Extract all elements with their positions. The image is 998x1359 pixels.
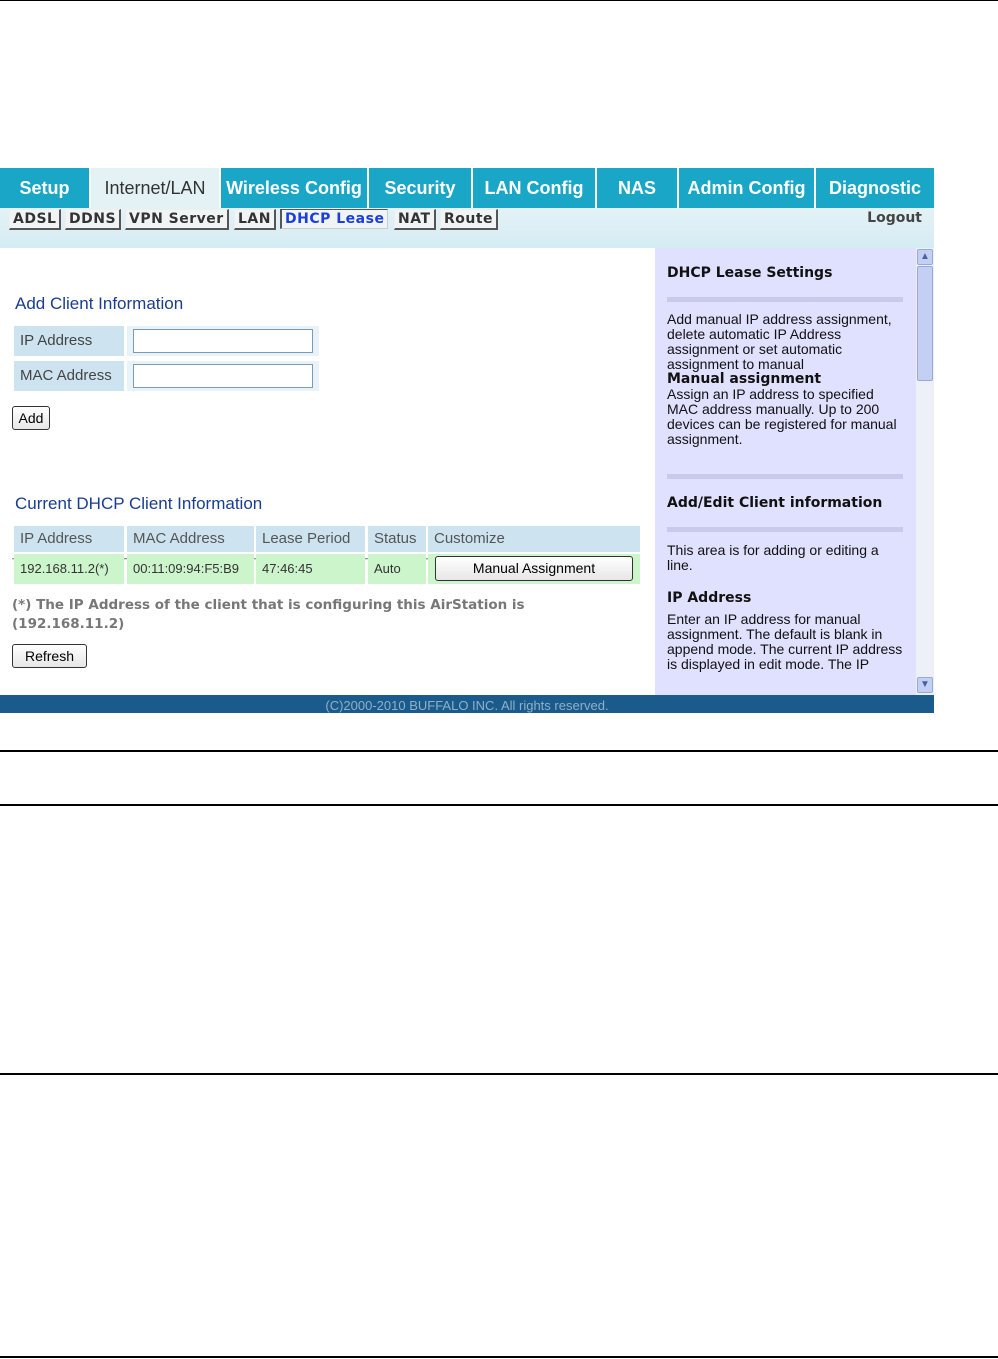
subtab-route[interactable]: Route (440, 209, 498, 230)
help-panel (655, 248, 916, 695)
help-ip-text: Enter an IP address for manual assignment. The default is blank in append mode. The current IP address is displayed in edit mode. The IP (667, 611, 903, 672)
scroll-up-icon[interactable]: ▲ (917, 249, 933, 265)
manual-assignment-button[interactable]: Manual Assignment (435, 556, 633, 581)
add-client-title: Add Client Information (15, 294, 184, 313)
main-nav (0, 168, 934, 208)
col-ip-address: IP Address (14, 526, 124, 552)
current-clients-title: Current DHCP Client Information (15, 494, 263, 513)
cell-mac: 00:11:09:94:F5:B9 (127, 554, 254, 584)
tab-setup[interactable]: Setup (0, 168, 91, 208)
configuring-client-note (12, 596, 572, 634)
sub-nav (0, 208, 934, 248)
subtab-adsl[interactable]: ADSL (9, 209, 61, 230)
page-rule (0, 750, 998, 752)
help-manual-title: Manual assignment (667, 371, 822, 387)
subtab-lan[interactable]: LAN (234, 209, 276, 230)
note-line-2: (192.168.11.2) (12, 616, 125, 632)
mac-address-label: MAC Address (14, 361, 124, 391)
help-separator (667, 527, 903, 532)
help-separator (667, 474, 903, 479)
help-title-add-edit: Add/Edit Client information (667, 495, 883, 511)
subtab-vpn-server[interactable]: VPN Server (125, 209, 229, 230)
cell-status: Auto (368, 554, 426, 584)
cell-lease: 47:46:45 (256, 554, 365, 584)
footer-copyright: (C)2000-2010 BUFFALO INC. All rights reserved. (0, 695, 934, 713)
page-rule (0, 804, 998, 806)
tab-diagnostic[interactable]: Diagnostic (816, 168, 934, 208)
refresh-button[interactable]: Refresh (12, 644, 87, 668)
subtab-dhcp-lease[interactable]: DHCP Lease (280, 209, 388, 229)
help-ip-title: IP Address (667, 590, 752, 606)
col-mac-address: MAC Address (127, 526, 254, 552)
help-intro: Add manual IP address assignment, delete automatic IP Address assignment or set automatic assignment to manual (667, 311, 892, 372)
scroll-thumb[interactable] (917, 266, 933, 381)
mac-address-input[interactable] (133, 364, 313, 388)
ip-address-label: IP Address (14, 326, 124, 356)
col-lease-period: Lease Period (256, 526, 365, 552)
scroll-down-icon[interactable]: ▼ (917, 677, 933, 693)
tab-wireless-config[interactable]: Wireless Config (221, 168, 369, 208)
help-title-dhcp-lease: DHCP Lease Settings (667, 265, 833, 281)
page-rule (0, 1356, 998, 1358)
tab-admin-config[interactable]: Admin Config (679, 168, 816, 208)
help-area-text: This area is for adding or editing a line. (667, 542, 879, 573)
help-manual-text: Assign an IP address to specified MAC address manually. Up to 200 devices can be registered for manual assignment. (667, 386, 897, 447)
subtab-nat[interactable]: NAT (394, 209, 436, 230)
page-rule (0, 1073, 998, 1075)
note-line-1: (*) The IP Address of the client that is configuring this AirStation is (12, 597, 525, 613)
page-top-rule (0, 0, 998, 1)
tab-lan-config[interactable]: LAN Config (473, 168, 597, 208)
col-status: Status (368, 526, 426, 552)
help-scrollbar[interactable] (916, 248, 934, 695)
mac-address-cell (127, 361, 319, 391)
help-separator (667, 297, 903, 302)
ip-address-cell (127, 326, 319, 356)
tab-security[interactable]: Security (369, 168, 473, 208)
tab-nas[interactable]: NAS (597, 168, 679, 208)
add-button[interactable]: Add (12, 406, 50, 430)
browser-screenshot (0, 168, 934, 713)
col-customize: Customize (428, 526, 640, 552)
tab-internet-lan[interactable]: Internet/LAN (91, 168, 221, 208)
ip-address-input[interactable] (133, 329, 313, 353)
logout-link[interactable]: Logout (867, 210, 922, 226)
subtab-ddns[interactable]: DDNS (65, 209, 121, 230)
cell-ip: 192.168.11.2(*) (14, 554, 124, 584)
